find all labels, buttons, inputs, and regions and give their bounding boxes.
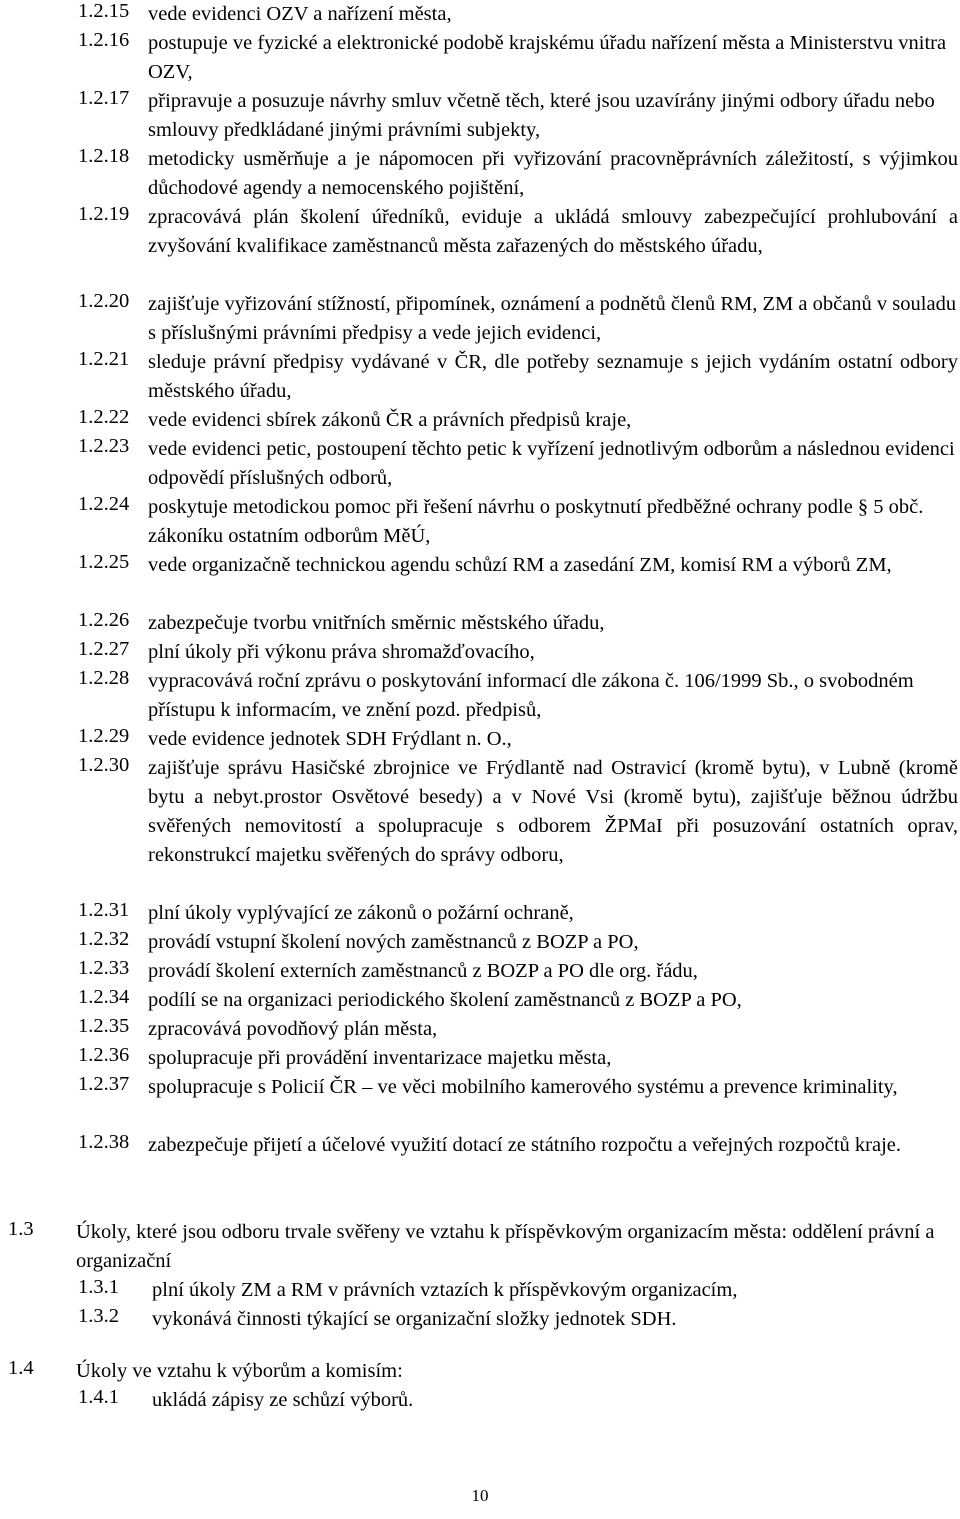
section-heading: Úkoly ve vztahu k výborům a komisím: — [76, 1360, 403, 1382]
list-item — [78, 87, 958, 145]
item-number: 1.2.30 — [78, 754, 130, 776]
section-number: 1.3 — [8, 1218, 34, 1240]
item-number: 1.2.21 — [78, 348, 130, 370]
item-text: postupuje ve fyzické a elektronické podobě krajskému úřadu nařízení města a Ministerstvu vnitra OZV, — [148, 32, 947, 83]
item-number: 1.2.16 — [78, 29, 130, 51]
section-1-4 — [8, 1357, 958, 1386]
list-item — [78, 551, 958, 580]
item-text: provádí vstupní školení nových zaměstnanců z BOZP a PO, — [148, 931, 639, 953]
list-item — [78, 0, 958, 29]
item-number: 1.2.38 — [78, 1131, 130, 1153]
list-item — [78, 1044, 958, 1073]
item-text: vykonává činnosti týkající se organizační složky jednotek SDH. — [152, 1308, 677, 1330]
item-text: zajišťuje správu Hasičské zbrojnice ve Frýdlantě nad Ostravicí (kromě bytu), v Lubně (kromě bytu a nebyt.prostor Osvětové besedy) a v Nové Vsi (kromě bytu), zajišťuje běžnou údržbu svěřených nemovitostí a spolupracuje s odborem ŽPMaI při posuzování ostatních oprav, rekonstrukcí majetku svěřených do správy odboru, — [148, 757, 958, 866]
list-item — [78, 493, 958, 551]
list-item — [78, 1015, 958, 1044]
item-text: připravuje a posuzuje návrhy smluv včetně těch, které jsou uzavírány jinými odbory úřadu nebo smlouvy předkládané jinými právními subjekty, — [148, 90, 935, 141]
page-number: 10 — [471, 1486, 489, 1505]
list-item — [78, 899, 958, 928]
item-number: 1.4.1 — [78, 1386, 119, 1408]
item-text: spolupracuje při provádění inventarizace majetku města, — [148, 1047, 612, 1069]
list-item — [78, 957, 958, 986]
item-number: 1.3.2 — [78, 1305, 119, 1327]
item-number: 1.2.37 — [78, 1073, 130, 1095]
item-number: 1.2.27 — [78, 638, 130, 660]
item-number: 1.2.36 — [78, 1044, 130, 1066]
item-number: 1.2.15 — [78, 0, 130, 22]
section-number: 1.4 — [8, 1357, 34, 1379]
item-text: zpracovává povodňový plán města, — [148, 1018, 438, 1040]
list-item — [78, 667, 958, 725]
list-item — [78, 29, 958, 87]
list-item — [78, 406, 958, 435]
item-text: vede evidenci OZV a nařízení města, — [148, 3, 452, 25]
item-number: 1.2.23 — [78, 435, 130, 457]
section-1-3 — [8, 1218, 958, 1276]
item-text: vede evidenci petic, postoupení těchto petic k vyřízení jednotlivým odborům a následnou evidenci odpovědí příslušných odborů, — [148, 438, 955, 489]
list-item — [78, 1276, 958, 1305]
item-number: 1.2.31 — [78, 899, 130, 921]
item-number: 1.2.34 — [78, 986, 130, 1008]
list-item — [78, 290, 958, 348]
list-item — [78, 725, 958, 754]
item-text: zpracovává plán školení úředníků, eviduje a ukládá smlouvy zabezpečující prohlubování a zvyšování kvalifikace zaměstnanců města zařazených do městského úřadu, — [148, 206, 958, 257]
list-item — [78, 638, 958, 667]
list-item — [78, 986, 958, 1015]
list-item — [78, 435, 958, 493]
list-item — [78, 1386, 958, 1415]
list-item — [78, 348, 958, 406]
item-text: vede evidenci sbírek zákonů ČR a právních předpisů kraje, — [148, 409, 632, 431]
item-text: podílí se na organizaci periodického školení zaměstnanců z BOZP a PO, — [148, 989, 742, 1011]
item-text: plní úkoly při výkonu práva shromažďovacího, — [148, 641, 535, 663]
list-item — [78, 754, 958, 870]
item-number: 1.2.24 — [78, 493, 130, 515]
section-heading: Úkoly, které jsou odboru trvale svěřeny ve vztahu k příspěvkovým organizacím města: oddělení právní a organizační — [76, 1221, 935, 1272]
item-text: provádí školení externích zaměstnanců z BOZP a PO dle org. řádu, — [148, 960, 698, 982]
item-number: 1.2.22 — [78, 406, 130, 428]
item-number: 1.2.32 — [78, 928, 130, 950]
item-number: 1.2.28 — [78, 667, 130, 689]
list-item — [78, 1131, 958, 1160]
item-number: 1.2.19 — [78, 203, 130, 225]
list-item — [78, 1305, 958, 1334]
list-item — [78, 609, 958, 638]
item-text: zabezpečuje tvorbu vnitřních směrnic městského úřadu, — [148, 612, 605, 634]
item-text: poskytuje metodickou pomoc při řešení návrhu o poskytnutí předběžné ochrany podle § 5 obč. zákoníku ostatním odborům MěÚ, — [148, 496, 924, 547]
item-text: zabezpečuje přijetí a účelové využití dotací ze státního rozpočtu a veřejných rozpočtů kraje. — [148, 1134, 902, 1156]
item-text: metodicky usměrňuje a je nápomocen při vyřizování pracovněprávních záležitostí, s výjimkou důchodové agendy a nemocenského pojištění, — [148, 148, 958, 199]
list-item — [78, 203, 958, 261]
item-text: zajišťuje vyřizování stížností, připomínek, oznámení a podnětů členů RM, ZM a občanů v souladu s příslušnými právními předpisy a vede jejich evidenci, — [148, 293, 957, 344]
item-number: 1.2.35 — [78, 1015, 130, 1037]
item-text: sleduje právní předpisy vydávané v ČR, dle potřeby seznamuje s jejich vydáním ostatní odbory městského úřadu, — [148, 351, 958, 402]
list-item — [78, 1073, 958, 1102]
item-number: 1.2.17 — [78, 87, 130, 109]
item-text: spolupracuje s Policií ČR – ve věci mobilního kamerového systému a prevence kriminality, — [148, 1076, 898, 1098]
item-number: 1.2.20 — [78, 290, 130, 312]
list-item — [78, 145, 958, 203]
item-number: 1.2.18 — [78, 145, 130, 167]
item-number: 1.2.33 — [78, 957, 130, 979]
item-text: vypracovává roční zprávu o poskytování informací dle zákona č. 106/1999 Sb., o svobodném přístupu k informacím, ve znění pozd. předpisů, — [148, 670, 914, 721]
item-number: 1.2.25 — [78, 551, 130, 573]
item-number: 1.3.1 — [78, 1276, 119, 1298]
item-number: 1.2.26 — [78, 609, 130, 631]
item-text: vede evidence jednotek SDH Frýdlant n. O., — [148, 728, 512, 750]
item-text: plní úkoly ZM a RM v právních vztazích k příspěvkovým organizacím, — [152, 1279, 738, 1301]
list-item — [78, 928, 958, 957]
item-number: 1.2.29 — [78, 725, 130, 747]
item-text: vede organizačně technickou agendu schůzí RM a zasedání ZM, komisí RM a výborů ZM, — [148, 554, 892, 576]
item-text: plní úkoly vyplývající ze zákonů o požární ochraně, — [148, 902, 574, 924]
item-text: ukládá zápisy ze schůzí výborů. — [152, 1389, 414, 1411]
